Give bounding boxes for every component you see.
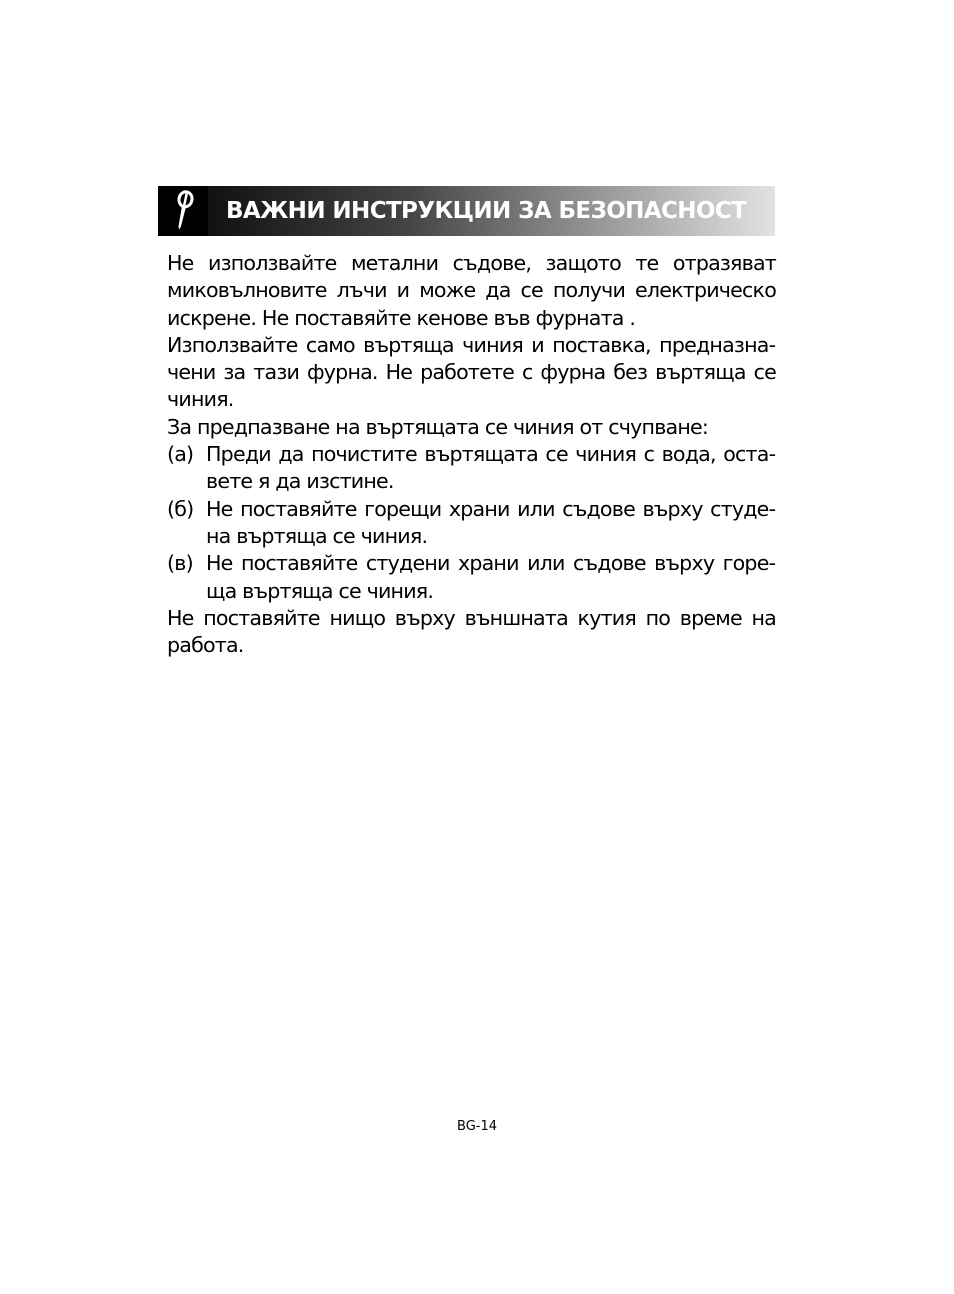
page-title: ВАЖНИ ИНСТРУКЦИИ ЗА БЕЗОПАСНОСТ [226,198,747,224]
list-marker: (б) [167,496,194,521]
paragraph-outer-case: Не поставяйте нищо върху външната кутия по време на работа. [167,605,776,658]
list-item-text: Преди да почистите въртящата се чиния с вода, оставете я да изстине. [206,442,776,494]
paragraph-turntable-use: Използвайте само въртяща чиния и поставка, предназначени за тази фурна. Не работете с фурна без въртяща се чиния. [167,332,776,412]
list-marker: (в) [167,551,193,576]
safety-instructions [167,250,776,659]
info-pencil-icon [168,189,198,233]
page-number: BG-14 [457,1119,497,1134]
list-item [167,496,776,551]
list-marker: (a) [167,442,194,467]
header-bar [208,186,775,236]
paragraph-metal-containers: Не използвайте метални съдове, защото те отразяват миковълновите лъчи и може да се получи електрическо искрене. Не поставяйте кенове във фурната . [167,251,776,330]
list-item [167,441,776,496]
section-header [158,186,775,236]
paragraph-turntable-protection: За предпазване на въртящата се чиния от счупване: [167,414,709,439]
list-item-text: Не поставяйте горещи храни или съдове върху студена въртяща се чиния. [206,496,776,548]
list-item-text: Не поставяйте студени храни или съдове върху гореща въртяща се чиния. [206,551,776,603]
header-icon-box [158,186,208,236]
list-item [167,550,776,605]
